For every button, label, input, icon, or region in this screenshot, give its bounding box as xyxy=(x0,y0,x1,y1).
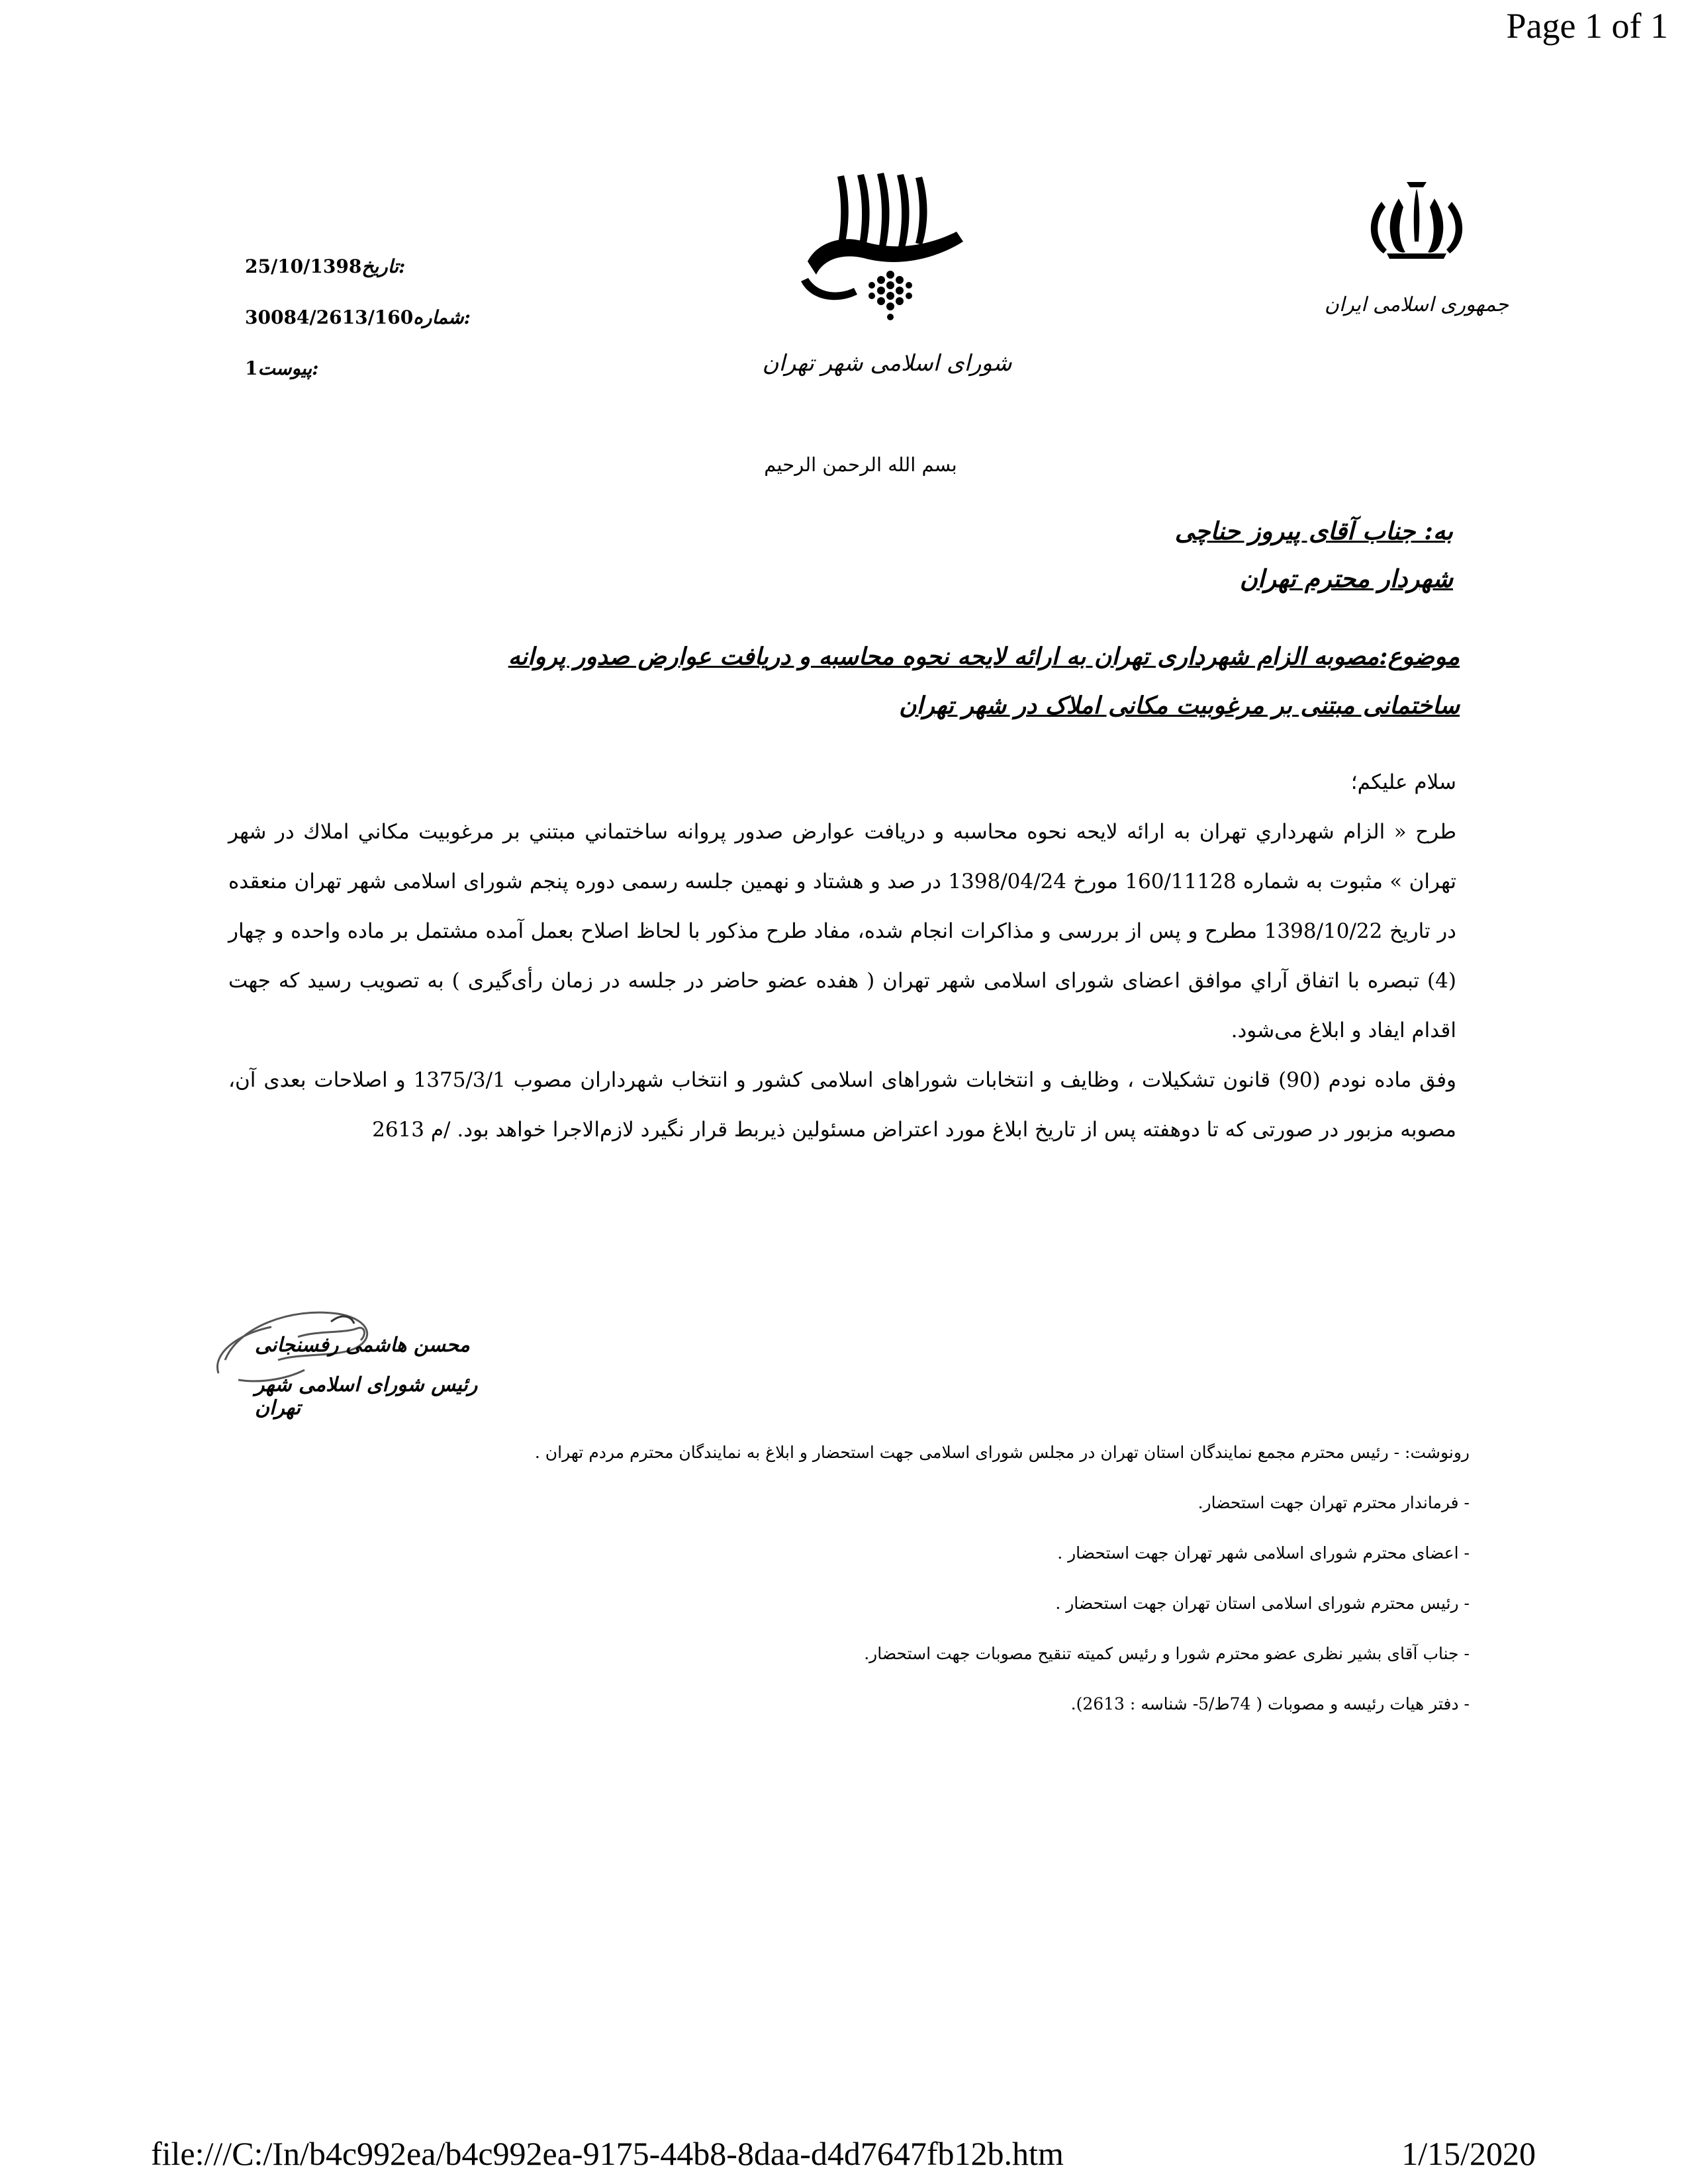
letter-date-label: تاریخ: xyxy=(361,255,406,277)
letter-number-value: 30084/2613/160 xyxy=(245,306,414,328)
body-paragraph-1: طرح « الزام شهرداري تهران به ارائه لايحه نحوه محاسبه و دريافت عوارض صدور پروانه ساختماني مبتني بر مرغوبيت مكاني املاك در شهر تهران » مثبوت به شماره 160/11128 مورخ 1398/04/24 در صد و هشتاد و نهمین جلسه رسمی دوره پنجم شورای اسلامی شهر تهران منعقده در تاریخ 1398/10/22 مطرح و پس از بررسی و مذاکرات انجام شده، مفاد طرح مذكور با لحاظ اصلاح بعمل آمده مشتمل بر ماده واحده و چهار (4) تبصره با اتفاق آراي موافق اعضای شورای اسلامی شهر تهران ( هفده عضو حاضر در جلسه در زمان رأی‌گیری ) به تصویب رسید كه جهت اقدام ایفاد و ابلاغ می‌شود. xyxy=(228,820,1457,1042)
letter-meta xyxy=(245,255,470,408)
cc-item: رونوشت: - رئیس محترم مجمع نمایندگان استان تهران در مجلس شورای اسلامی جهت استحضار و ابلاغ به نمایندگان محترم مردم تهران . xyxy=(534,1443,1470,1462)
footer-file-path: file:///C:/In/b4c992ea/b4c992ea-9175-44b8-8daa-d4d7647fb12b.htm xyxy=(151,2135,1064,2172)
subject-line-1: موضوع:مصوبه الزام شهرداری تهران به ارائه لایحه نحوه محاسبه و دریافت عوارض صدور پروانه xyxy=(508,643,1460,670)
letter-date-value: 25/10/1398 xyxy=(245,255,362,277)
letter-attachment-label: پیوست: xyxy=(258,357,319,379)
cc-item: - دفتر هیات رئیسه و مصوبات ( 74ط/5- شناسه : 2613). xyxy=(1070,1694,1470,1713)
cc-item: - اعضای محترم شورای اسلامی شهر تهران جهت استحضار . xyxy=(1057,1543,1470,1563)
cc-list xyxy=(503,1443,1470,1745)
body-paragraph-2: وفق ماده نودم (90) قانون تشکیلات ، وظایف و انتخابات شوراهای اسلامی کشور و انتخاب شهرداران مصوب 1375/3/1 و اصلاحات بعدی آن، مصوبه مزبور در صورتی که تا دوهفته پس از تاریخ ابلاغ مورد اعتراض مسئولین ذیربط قرار نگیرد لازم‌الاجرا خواهد بود. /م 2613 xyxy=(228,1068,1456,1142)
letter-date xyxy=(245,255,470,277)
letter-attachment-value: 1 xyxy=(245,357,258,379)
signer-title: رئیس شورای اسلامی شهر تهران xyxy=(255,1373,478,1420)
addressee-title: شهردار محترم تهران xyxy=(1239,564,1453,593)
addressee-block xyxy=(791,516,1453,612)
basmala: بسم الله الرحمن الرحیم xyxy=(764,453,957,476)
iran-emblem-caption: جمهوری اسلامی ایران xyxy=(1324,293,1509,316)
tehran-council-emblem-icon xyxy=(745,169,1029,394)
cc-item: - فرماندار محترم تهران جهت استحضار. xyxy=(1197,1493,1470,1512)
cc-item: - جناب آقای بشیر نظری عضو محترم شورا و رئیس کمیته تنقیح مصوبات جهت استحضار. xyxy=(864,1644,1470,1663)
cc-item: - رئیس محترم شورای اسلامی استان تهران جهت استحضار . xyxy=(1055,1594,1470,1613)
letter-body xyxy=(228,758,1456,1155)
signer-name: محسن هاشمی رفسنجانی xyxy=(255,1334,470,1357)
subject-line-2: ساختمانی مبتنی بر مرغوبیت مکانی املاک در شهر تهران xyxy=(899,692,1460,719)
letter-attachment xyxy=(245,357,470,379)
addressee-name: به: جناب آقای پیروز حناچی xyxy=(1174,516,1453,545)
letter-number xyxy=(245,306,470,328)
page-number: Page 1 of 1 xyxy=(1506,6,1668,46)
council-emblem-caption: شورای اسلامی شهر تهران xyxy=(762,350,1012,377)
iran-emblem-icon xyxy=(1321,175,1513,341)
letter-number-label: شماره: xyxy=(413,306,471,328)
greeting: سلام علیکم؛ xyxy=(1350,770,1456,794)
subject-block xyxy=(424,632,1460,730)
footer-date: 1/15/2020 xyxy=(1401,2135,1536,2172)
